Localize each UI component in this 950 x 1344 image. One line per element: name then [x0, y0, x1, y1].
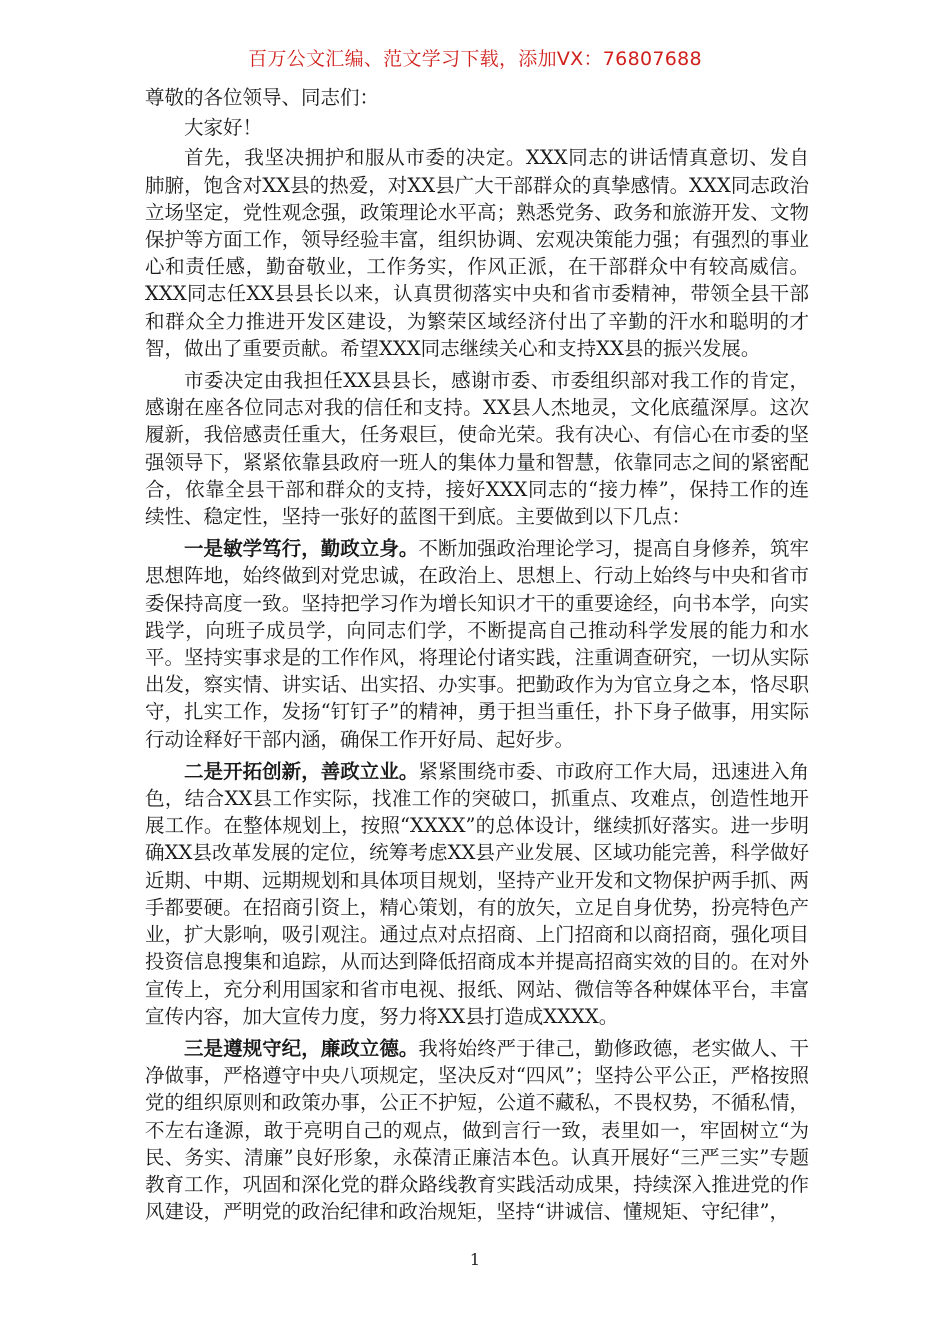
paragraph: 首先，我坚决拥护和服从市委的决定。XXX同志的讲话情真意切、发自肺腑，饱含对XX县的热爱，对XX县广大干部群众的真挚感情。XXX同志政治立场坚定，党性观念强，政策理论水平高；熟悉党务、政务和旅游开发、文物保护等方面工作，领导经验丰富，组织协调、宏观决策能力强；有强烈的事业心和责任感，勤奋敬业，工作务实，作风正派，在干部群众中有较高威信。XXX同志任XX县县长以来，认真贯彻落实中央和省市委精神，带领全县干部和群众全力推进开发区建设，为繁荣区域经济付出了辛勤的汗水和聪明的才智，做出了重要贡献。希望XXX同志继续关心和支持XX县的振兴发展。	[145, 146, 809, 360]
paragraph-lead: 三是遵规守纪，廉政立德。	[184, 1036, 419, 1060]
salutation: 尊敬的各位领导、同志们：	[145, 86, 380, 109]
page-number: 1	[469, 1250, 481, 1269]
header-banner: 百万公文汇编、范文学习下载，添加VX：76807688	[248, 48, 702, 70]
paragraph-text: 我将始终严于律己，勤修政德，老实做人、干净做事，严格遵守中央八项规定，坚决反对“四风”；坚持公平公正，严格按照党的组织原则和政策办事，公正不护短，公道不藏私，不畏权势，不循私情，不左右逢源，敢于亮明自己的观点，做到言行一致，表里如一，牢固树立“为民、务实、清廉”良好形象，永葆清正廉洁本色。认真开展好“三严三实”专题教育工作，巩固和深化党的群众路线教育实践活动成果，持续深入推进党的作风建设，严明党的政治纪律和政治规矩，坚持“讲诚信、懂规矩、守纪律”，	[145, 1036, 809, 1224]
paragraph	[145, 1035, 809, 1225]
paragraph	[145, 535, 809, 753]
paragraph-text: 不断加强政治理论学习，提高自身修养，筑牢思想阵地，始终做到对党忠诚，在政治上、思想上、行动上始终与中央和省市委保持高度一致。坚持把学习作为增长知识才干的重要途经，向书本学，向实践学，向班子成员学，向同志们学，不断提高自己推动科学发展的能力和水平。坚持实事求是的工作作风，将理论付诸实践，注重调查研究，一切从实际出发，察实情、讲实话、出实招、办实事。把勤政作为为官立身之本，恪尽职守，扎实工作，发扬“钉钉子”的精神，勇于担当重任，扑下身子做事，用实际行动诠释好干部内涵，确保工作开好局、起好步。	[145, 537, 809, 751]
paragraph-lead: 一是敏学笃行，勤政立身。	[184, 537, 419, 561]
greeting: 大家好！	[184, 116, 263, 140]
document-body	[145, 84, 809, 1230]
paragraph-text: 紧紧围绕市委、市政府工作大局，迅速进入角色，结合XX县工作实际，找准工作的突破口，抓重点、攻难点，创造性地开展工作。在整体规划上，按照“XXXX”的总体设计，继续抓好落实。进一步明确XX县改革发展的定位，统筹考虑XX县产业发展、区域功能完善，科学做好近期、中期、远期规划和具体项目规划，坚持产业开发和文物保护两手抓、两手都要硬。在招商引资上，精心策划，有的放矢，立足自身优势，扮亮特色产业，扩大影响，吸引观注。通过点对点招商、上门招商和以商招商，强化项目投资信息搜集和追踪，从而达到降低招商成本并提高招商实效的目的。在对外宣传上，充分利用国家和省市电视、报纸、网站、微信等各种媒体平台，丰富宣传内容，加大宣传力度，努力将XX县打造成XXXX。	[145, 759, 809, 1028]
paragraph	[145, 758, 809, 1030]
paragraph: 市委决定由我担任XX县县长，感谢市委、市委组织部对我工作的肯定，感谢在座各位同志对我的信任和支持。XX县人杰地灵，文化底蕴深厚。这次履新，我倍感责任重大，任务艰巨，使命光荣。我有决心、有信心在市委的坚强领导下，紧紧依靠县政府一班人的集体力量和智慧，依靠同志之间的紧密配合，依靠全县干部和群众的支持，接好XXX同志的“接力棒”，保持工作的连续性、稳定性，坚持一张好的蓝图干到底。主要做到以下几点：	[145, 369, 809, 529]
paragraph-lead: 二是开拓创新，善政立业。	[184, 759, 419, 783]
